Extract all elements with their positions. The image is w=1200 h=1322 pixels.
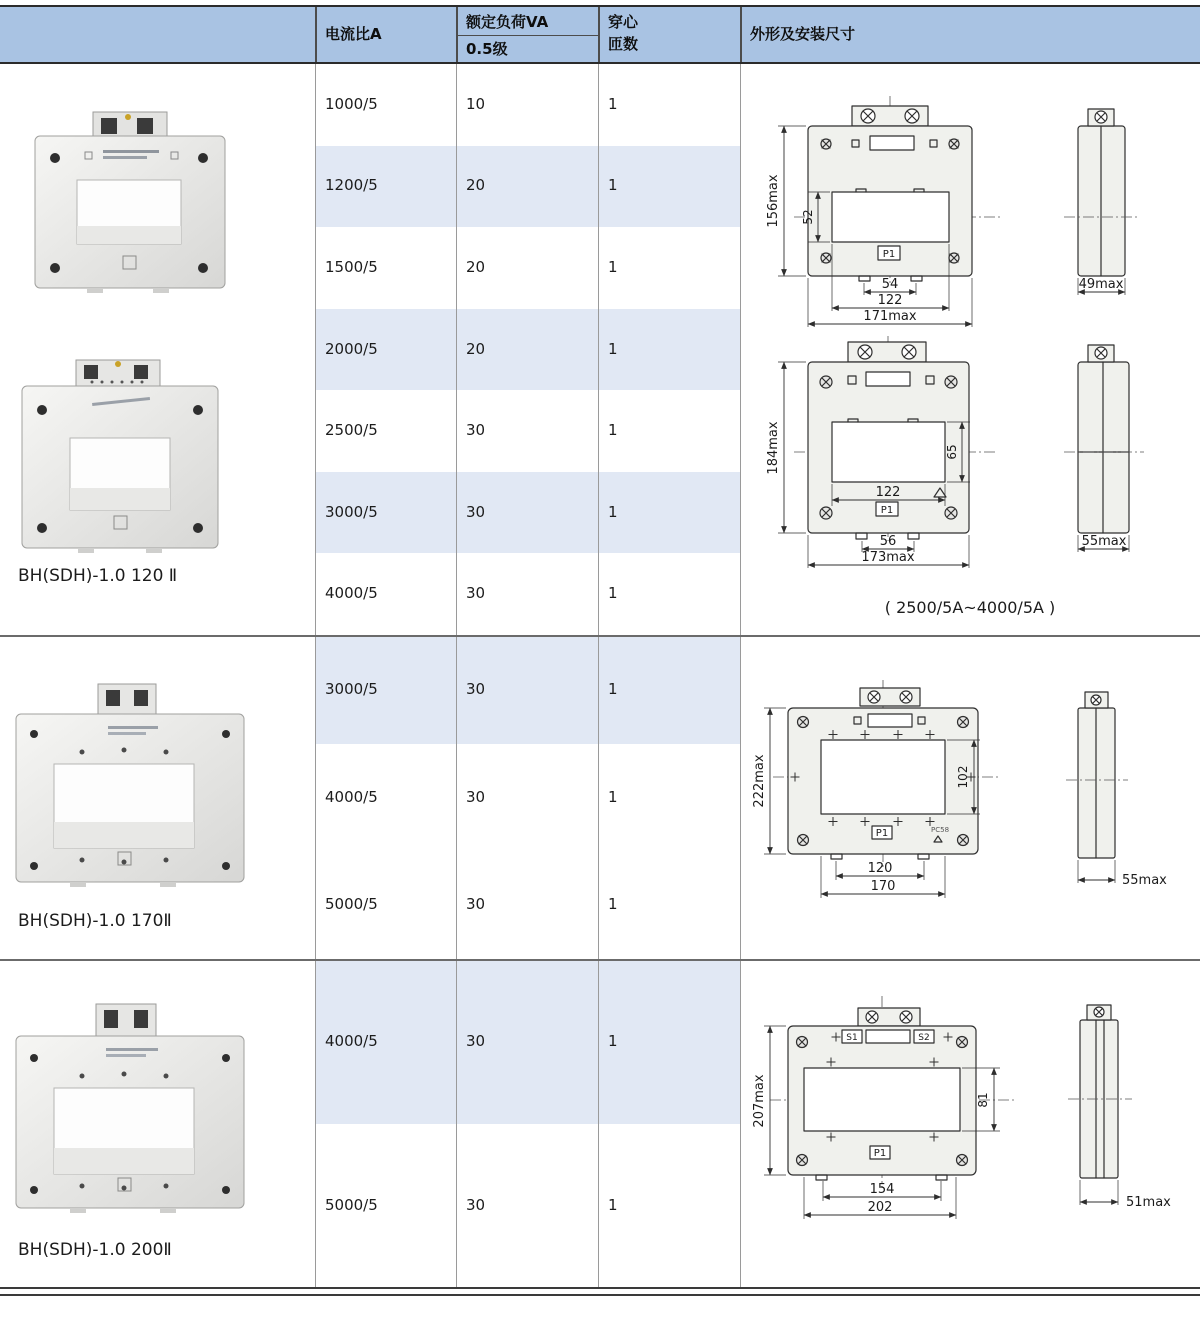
dim-side-width: 55max [1081,534,1127,549]
row-highlight [316,637,740,744]
terminal-s2-label: S2 [918,1033,930,1043]
current-ratio-cell: 4000/5 [325,788,378,806]
current-ratio-cell: 1500/5 [325,258,378,276]
burden-cell: 20 [466,258,486,276]
current-ratio-cell: 4000/5 [325,1032,378,1050]
dim-overall-height: 222max [752,754,767,808]
burden-cell: 20 [466,176,486,194]
terminal-s1-label: S1 [846,1033,858,1043]
dimension-drawing-120-large [748,336,1190,598]
turns-cell: 1 [608,176,618,194]
burden-cell: 30 [466,1032,486,1050]
dim-window-height: 52 [801,209,815,225]
turns-cell: 1 [608,788,618,806]
terminal-p1-label: P1 [882,249,896,260]
burden-cell: 30 [466,788,486,806]
turns-cell: 1 [608,95,618,113]
section-divider [0,635,1200,637]
dim-overall-height: 184max [766,421,781,475]
dim-window-width: 122 [875,485,901,500]
model-label: BH(SDH)-1.0 200Ⅱ [18,1240,172,1260]
burden-cell: 30 [466,680,486,698]
header-divider [740,7,742,62]
section-divider [0,959,1200,961]
turns-cell: 1 [608,680,618,698]
burden-cell: 30 [466,503,486,521]
dim-overall-width: 170 [870,879,896,894]
row-highlight [316,309,740,390]
turns-cell: 1 [608,895,618,913]
bottom-border [0,1287,1200,1289]
header-divider [315,7,317,62]
current-ratio-cell: 3000/5 [325,503,378,521]
turns-cell: 1 [608,258,618,276]
burden-cell: 30 [466,1196,486,1214]
table-header-band [0,7,1200,62]
burden-cell: 10 [466,95,486,113]
dim-overall-width: 173max [861,550,915,565]
terminal-p1-label: P1 [880,505,894,516]
current-ratio-cell: 2000/5 [325,340,378,358]
column-divider [456,64,457,1287]
dim-overall-height: 156max [766,174,781,228]
column-divider [315,64,316,1287]
header-bottom-border [0,62,1200,64]
dim-hole-spacing: 54 [881,277,899,292]
turns-cell: 1 [608,340,618,358]
dim-window-height: 102 [956,765,970,789]
column-divider [740,64,741,1287]
current-ratio-cell: 5000/5 [325,895,378,913]
current-ratio-cell: 1200/5 [325,176,378,194]
dimension-drawing-170 [748,680,1190,928]
dim-hole-spacing: 154 [869,1182,895,1197]
turns-cell: 1 [608,1032,618,1050]
header-current-ratio: 电流比A [325,25,382,43]
drawing-range-caption: ( 2500/5A~4000/5A ) [884,598,1056,617]
row-highlight [316,961,740,1124]
turns-cell: 1 [608,584,618,602]
header-rated-burden: 额定负荷VA [466,13,549,31]
dim-side-width: 55max [1122,873,1167,888]
dimension-drawing-120 [748,96,1190,332]
dimension-drawing-200 [748,996,1190,1264]
burden-cell: 20 [466,340,486,358]
dim-overall-height: 207max [752,1074,767,1128]
model-label: BH(SDH)-1.0 170Ⅱ [18,911,172,931]
column-divider [598,64,599,1287]
dim-window-height: 81 [976,1092,990,1108]
header-accuracy-class: 0.5级 [466,40,508,58]
terminal-p1-label: P1 [873,1148,887,1159]
model-label: BH(SDH)-1.0 120 Ⅱ [18,566,178,586]
product-photo [25,108,235,298]
bottom-border [0,1294,1200,1296]
turns-cell: 1 [608,503,618,521]
current-ratio-cell: 5000/5 [325,1196,378,1214]
dim-mount-width: 122 [877,293,903,308]
header-turns-line1: 穿心 [608,13,639,31]
current-ratio-cell: 3000/5 [325,680,378,698]
dim-side-width: 51max [1126,1195,1171,1210]
burden-cell: 30 [466,584,486,602]
product-code-label: PC58 [931,826,950,834]
dim-hole-spacing: 56 [879,534,897,549]
product-photo [10,1000,250,1218]
turns-cell: 1 [608,421,618,439]
current-ratio-cell: 2500/5 [325,421,378,439]
header-dimensions: 外形及安装尺寸 [750,25,856,43]
row-highlight [316,472,740,553]
product-photo [10,680,250,892]
dim-overall-width: 171max [863,309,917,324]
current-ratio-cell: 1000/5 [325,95,378,113]
burden-cell: 30 [466,895,486,913]
header-turns-line2: 匝数 [608,35,639,53]
turns-cell: 1 [608,1196,618,1214]
current-ratio-cell: 4000/5 [325,584,378,602]
dim-hole-spacing: 120 [867,861,893,876]
row-highlight [316,146,740,227]
dim-overall-width: 202 [867,1200,893,1215]
burden-cell: 30 [466,421,486,439]
terminal-p1-label: P1 [875,828,889,839]
header-divider [598,7,600,62]
dim-window-height: 65 [945,444,959,460]
dim-side-width: 49max [1078,277,1124,292]
product-photo [14,356,232,556]
